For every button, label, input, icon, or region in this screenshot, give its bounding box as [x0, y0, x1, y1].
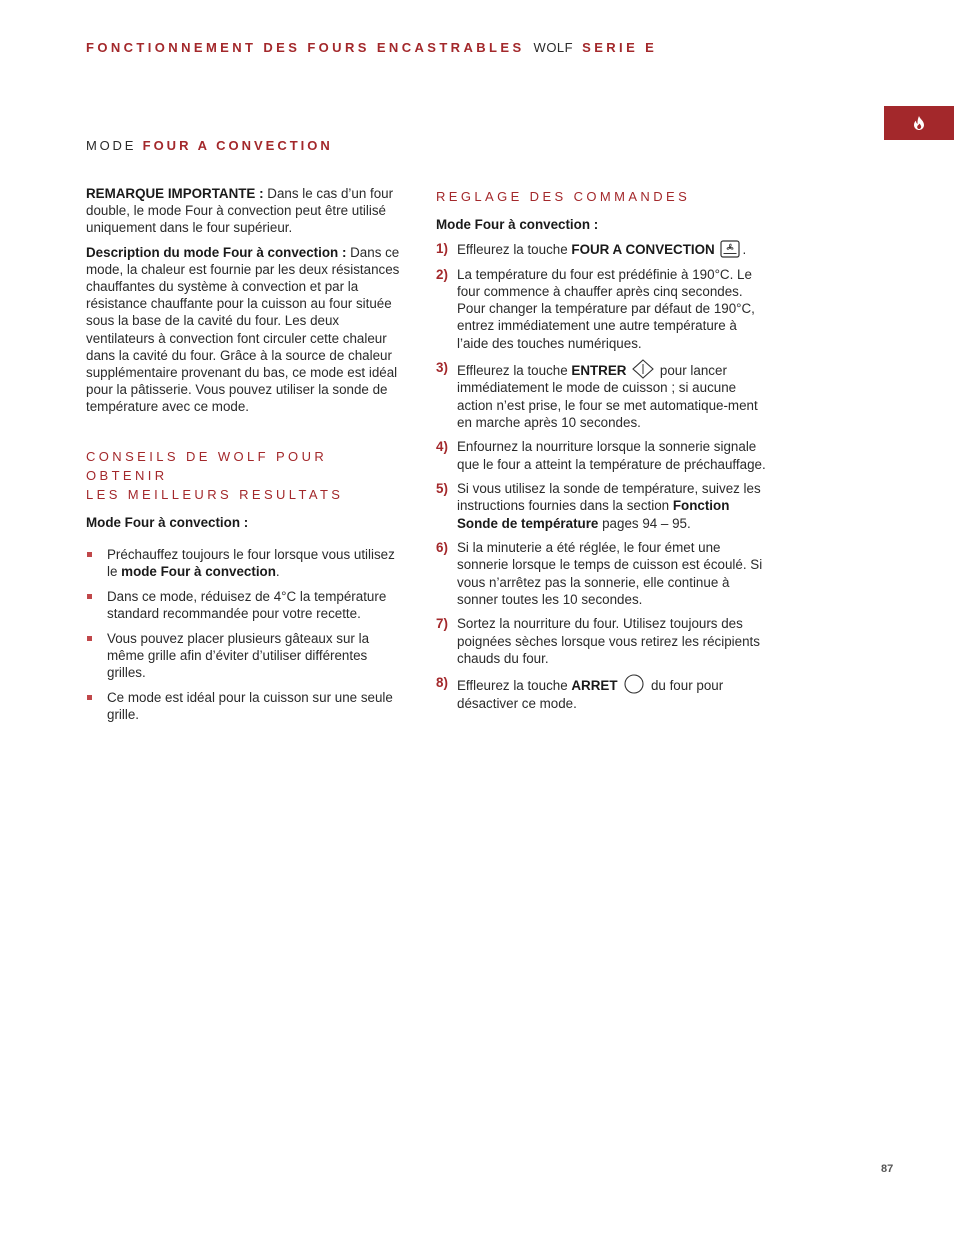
- tip-text: Dans ce mode, réduisez de 4°C la température standard recommandée pour votre recette.: [107, 588, 387, 622]
- bullet-square: [87, 695, 92, 700]
- tip-end: .: [275, 564, 280, 580]
- note-text: Dans le cas d’un four double, le mode Four à convection peut être utilisé uniquement dans le four supérieur.: [86, 186, 394, 236]
- list-item: [86, 630, 404, 682]
- bullet-square: [87, 552, 92, 557]
- list-item: [86, 546, 404, 580]
- tips-heading-line1: CONSEILS DE WOLF POUR OBTENIR: [86, 448, 328, 483]
- list-item: [86, 588, 404, 622]
- list-item: [436, 539, 766, 608]
- step-number: 8): [436, 675, 448, 691]
- list-item: [436, 240, 766, 258]
- enter-diamond-icon: [632, 359, 654, 379]
- step-number: 4): [436, 439, 448, 455]
- step-text: Effleurez la touche: [457, 363, 572, 379]
- step-text: Effleurez la touche: [457, 678, 572, 694]
- tips-heading: [86, 447, 404, 504]
- step-end: .: [742, 242, 747, 258]
- list-item: [436, 359, 766, 431]
- tips-heading-line2: LES MEILLEURS RESULTATS: [86, 486, 344, 502]
- step-number: 7): [436, 616, 448, 632]
- step-number: 2): [436, 266, 448, 282]
- off-circle-icon: [623, 674, 645, 694]
- tips-list: [86, 546, 404, 724]
- step-text: Enfournez la nourriture lorsque la sonnerie signale que le four a atteint la température de préchauffage.: [457, 439, 766, 472]
- right-column: [436, 187, 766, 719]
- step-end: du four pour désactiver ce mode.: [457, 678, 724, 711]
- list-item: [436, 266, 766, 352]
- step-end: pour lancer immédiatement le mode de cuisson ; si aucune action n’est prise, le four se met automatique-ment en marche après 10 secondes.: [457, 363, 758, 430]
- desc-text: Dans ce mode, la chaleur est fournie par les deux résistances chauffantes du système à convection et par la résistance chauffante pour la cuisson au four située sous la base de la cavité du four. Les deux ventilateurs à convection font circuler cette chaleur dans la cavité du four. Grâce à la source de chaleur supplémentaire provenant du bas, ce mode est idéal pour la pâtisserie. Vous pouvez utiliser la sonde de température avec ce mode.: [86, 244, 400, 415]
- step-number: 3): [436, 360, 448, 376]
- title-prefix: MODE: [86, 138, 137, 153]
- title-main: FOUR A CONVECTION: [142, 138, 333, 153]
- page-title: [86, 138, 333, 153]
- step-text: Effleurez la touche: [457, 242, 572, 258]
- step-number: 5): [436, 481, 448, 497]
- step-key-name: FOUR A CONVECTION: [571, 242, 715, 258]
- step-key-name: ARRET: [571, 678, 618, 694]
- step-number: 1): [436, 241, 448, 257]
- tip-text: Ce mode est idéal pour la cuisson sur une seule grille.: [107, 690, 393, 723]
- bullet-square: [87, 594, 92, 599]
- convection-fan-icon: [720, 240, 740, 258]
- header-title: FONCTIONNEMENT DES FOURS ENCASTRABLES: [86, 40, 525, 55]
- bullet-square: [87, 636, 92, 641]
- step-end: pages 94 – 95.: [598, 515, 691, 531]
- desc-label: Description du mode Four à convection :: [86, 244, 347, 260]
- tip-text: Préchauffez toujours le four lorsque vous utilisez le: [107, 546, 395, 580]
- step-text: La température du four est prédéfinie à 190°C. Le four commence à chauffer après cinq secondes. Pour changer la température par défaut de 190°C, entrez immédiatement une autre température à l’aide des touches numériques.: [457, 266, 755, 351]
- controls-mode-label: Mode Four à convection :: [436, 217, 599, 232]
- steps-list: [436, 240, 766, 712]
- list-item: [436, 615, 766, 667]
- important-note: [86, 185, 404, 237]
- step-text: Si la minuterie a été réglée, le four émet une sonnerie lorsque le temps de cuisson est écoulé. Si vous n’arrêtez pas la sonnerie, elle continue à sonner toutes les 10 secondes.: [457, 540, 763, 607]
- note-label: REMARQUE IMPORTANTE :: [86, 186, 264, 201]
- step-text: Si vous utilisez la sonde de température, suivez les instructions fournies dans la section: [457, 481, 761, 514]
- list-item: [436, 674, 766, 711]
- header-brand: WOLF: [533, 40, 574, 55]
- page-number: 87: [881, 1163, 894, 1175]
- header-series: SERIE E: [582, 40, 658, 55]
- step-bold: Fonction Sonde de température: [457, 498, 730, 531]
- tips-mode-label: Mode Four à convection :: [86, 514, 249, 530]
- list-item: [436, 438, 766, 472]
- step-key-name: ENTRER: [571, 363, 627, 379]
- tip-bold: mode Four à convection: [121, 564, 276, 580]
- list-item: [86, 689, 404, 723]
- step-text: Sortez la nourriture du four. Utilisez toujours des poignées sèches lorsque vous retirez les récipients chauds du four.: [457, 616, 760, 666]
- step-number: 6): [436, 540, 448, 556]
- controls-heading: REGLAGE DES COMMANDES: [436, 189, 691, 204]
- running-header: [86, 40, 657, 55]
- mode-description: [86, 244, 404, 416]
- left-column: [86, 185, 404, 731]
- flame-icon: [913, 116, 925, 130]
- list-item: [436, 480, 766, 532]
- tip-text: Vous pouvez placer plusieurs gâteaux sur la même grille afin d’éviter d’utiliser différentes grilles.: [107, 630, 370, 681]
- section-tab: [884, 106, 954, 140]
